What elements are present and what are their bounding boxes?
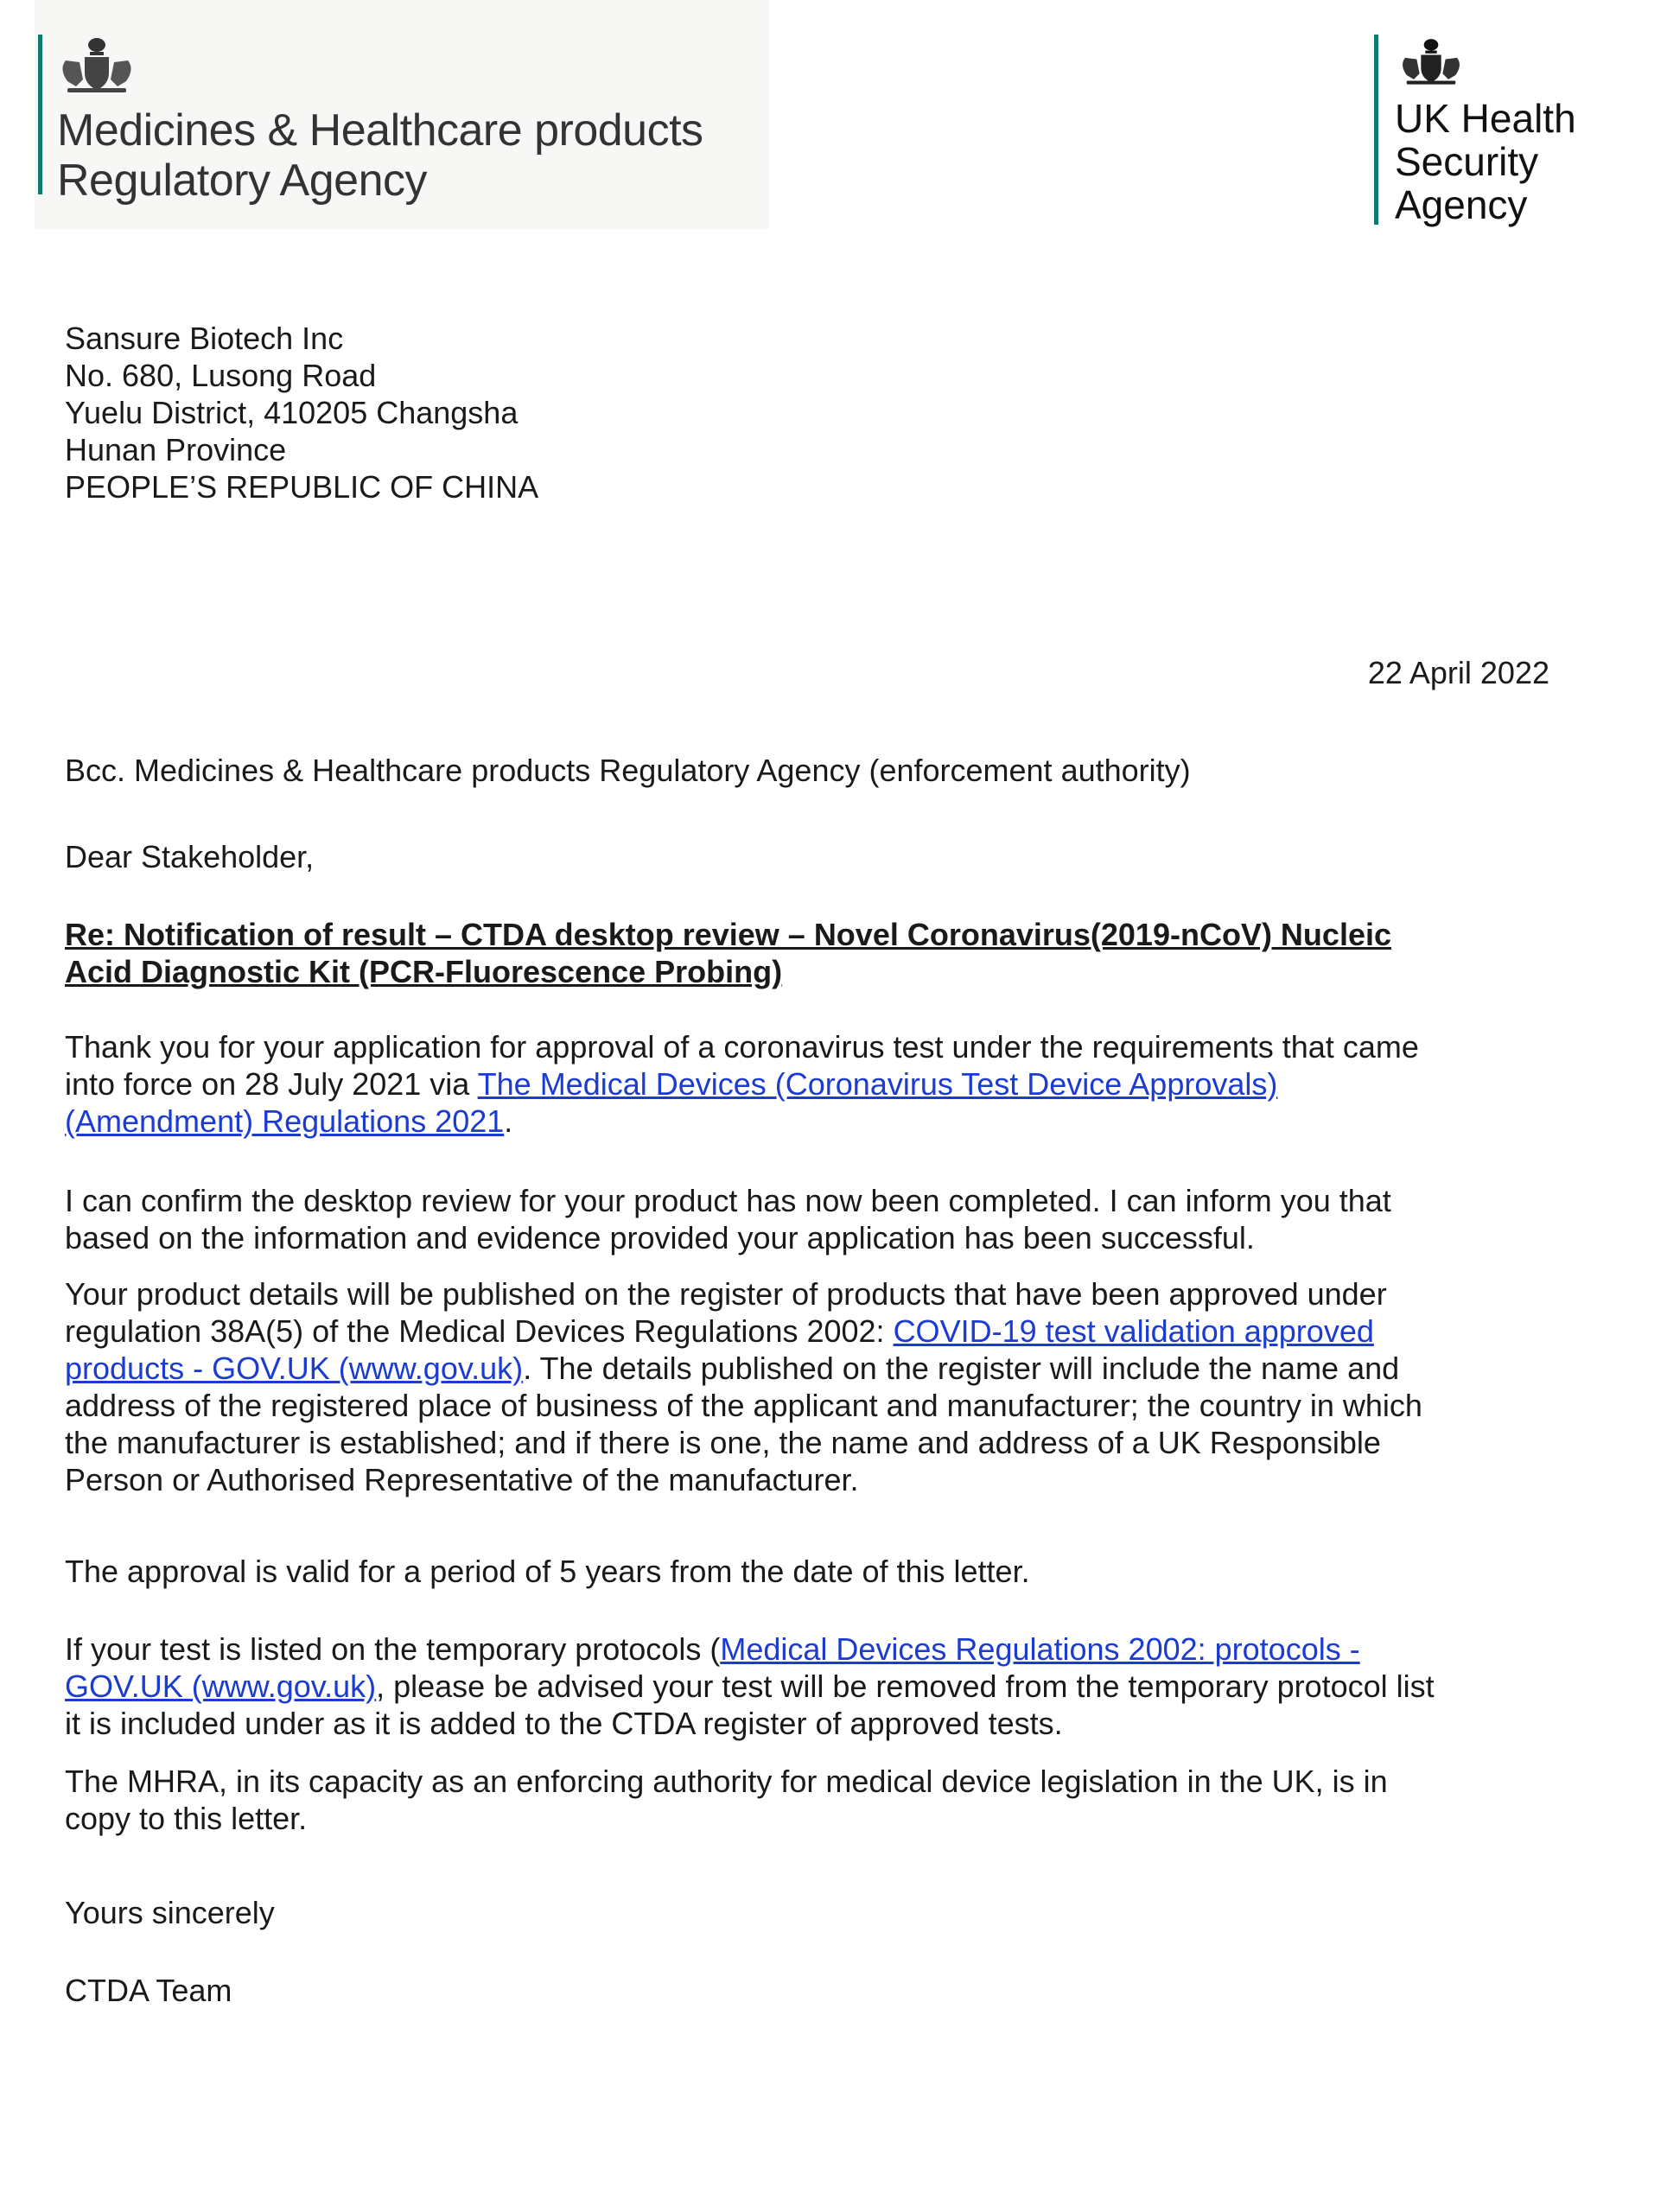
closing: Yours sincerely xyxy=(65,1895,275,1930)
salutation: Dear Stakeholder, xyxy=(65,839,315,874)
paragraph-line xyxy=(65,1103,1551,1140)
ukhsa-logo-rule xyxy=(1374,35,1378,225)
paragraph-line: it is included under as it is added to the CTDA register of approved tests. xyxy=(65,1706,1063,1741)
paragraph-line: Your product details will be published on the register of products that have been approved under xyxy=(65,1276,1387,1312)
paragraph-text: If your test is listed on the temporary protocols ( xyxy=(65,1631,721,1667)
protocols-link-continued[interactable]: GOV.UK (www.gov.uk) xyxy=(65,1669,377,1704)
paragraph-protocols xyxy=(65,1630,1568,1742)
mhra-logo-name xyxy=(57,105,703,206)
paragraph-line: Thank you for your application for approval of a coronavirus test under the requirements that came xyxy=(65,1029,1419,1065)
paragraph-line: copy to this letter. xyxy=(65,1801,308,1836)
paragraph-line xyxy=(65,1065,1551,1103)
paragraph-application xyxy=(65,1028,1551,1140)
royal-coat-of-arms-icon xyxy=(1397,35,1466,88)
paragraph-text: . xyxy=(504,1103,513,1139)
mhra-logo-line1: Medicines & Healthcare products xyxy=(57,105,703,156)
paragraph-mhra-copy xyxy=(65,1763,1551,1837)
royal-coat-of-arms-icon xyxy=(55,35,138,95)
subject-line-1: Re: Notification of result – CTDA desktop review – Novel Coronavirus(2019-nCoV) Nucleic xyxy=(65,917,1391,952)
paragraph-text: , please be advised your test will be removed from the temporary protocol list xyxy=(376,1669,1435,1704)
paragraph-line: I can confirm the desktop review for your product has now been completed. I can inform you that xyxy=(65,1183,1391,1218)
covid-approved-products-link-continued[interactable]: products - GOV.UK (www.gov.uk) xyxy=(65,1351,524,1386)
paragraph-text: into force on 28 July 2021 via xyxy=(65,1066,478,1102)
ukhsa-logo-line2: Security xyxy=(1395,139,1539,184)
paragraph-register xyxy=(65,1275,1551,1498)
address-line: PEOPLE’S REPUBLIC OF CHINA xyxy=(65,469,539,505)
paragraph-review-complete xyxy=(65,1182,1551,1256)
address-line: Yuelu District, 410205 Changsha xyxy=(65,395,519,430)
letter-date: 22 April 2022 xyxy=(1367,655,1549,690)
paragraph-line xyxy=(65,1668,1568,1705)
paragraph-text: . The details published on the register will include the name and xyxy=(523,1351,1400,1386)
paragraph-line xyxy=(65,1313,1551,1350)
subject-line xyxy=(65,916,1534,990)
paragraph-line: address of the registered place of business of the applicant and manufacturer; the country in which xyxy=(65,1388,1422,1423)
address-line: No. 680, Lusong Road xyxy=(65,358,377,393)
signature: CTDA Team xyxy=(65,1973,232,2008)
address-line: Hunan Province xyxy=(65,432,287,467)
paragraph-line: Person or Authorised Representative of the manufacturer. xyxy=(65,1462,859,1497)
paragraph-line: based on the information and evidence provided your application has been successful. xyxy=(65,1220,1255,1255)
paragraph-line xyxy=(65,1350,1551,1387)
regulations-2021-link[interactable]: The Medical Devices (Coronavirus Test Device Approvals) xyxy=(477,1066,1278,1102)
paragraph-line xyxy=(65,1630,1568,1668)
mhra-logo-line2: Regulatory Agency xyxy=(57,156,427,206)
bcc-line: Bcc. Medicines & Healthcare products Regulatory Agency (enforcement authority) xyxy=(65,753,1191,788)
paragraph-text: regulation 38A(5) of the Medical Devices Regulations 2002: xyxy=(65,1313,894,1349)
ukhsa-logo-line3: Agency xyxy=(1395,182,1528,227)
regulations-2021-link-continued[interactable]: (Amendment) Regulations 2021 xyxy=(65,1103,505,1139)
covid-approved-products-link[interactable]: COVID-19 test validation approved xyxy=(893,1313,1374,1349)
ukhsa-logo-line1: UK Health xyxy=(1395,96,1576,141)
address-line: Sansure Biotech Inc xyxy=(65,321,344,356)
protocols-link[interactable]: Medical Devices Regulations 2002: protocols - xyxy=(720,1631,1360,1667)
ukhsa-logo-name xyxy=(1395,97,1576,226)
paragraph-validity: The approval is valid for a period of 5 years from the date of this letter. xyxy=(65,1554,1030,1589)
recipient-address xyxy=(65,320,538,505)
paragraph-line: the manufacturer is established; and if there is one, the name and address of a UK Responsible xyxy=(65,1425,1381,1460)
mhra-logo xyxy=(35,0,769,229)
paragraph-line: The MHRA, in its capacity as an enforcing authority for medical device legislation in the UK, is in xyxy=(65,1764,1388,1799)
mhra-logo-rule xyxy=(38,35,42,194)
ukhsa-logo xyxy=(1374,35,1633,233)
subject-line-2: Acid Diagnostic Kit (PCR-Fluorescence Probing) xyxy=(65,954,783,989)
